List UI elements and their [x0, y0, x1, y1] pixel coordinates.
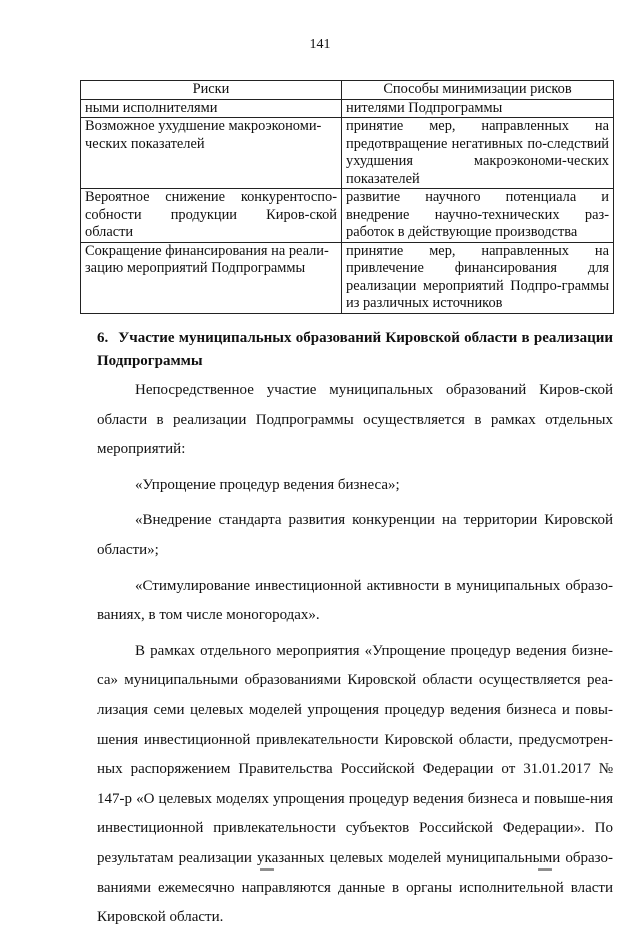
- paragraph: Непосредственное участие муниципальных образований Киров-ской области в реализации Подпрограммы осуществляется в рамках отдельных мероприятий:: [97, 382, 613, 458]
- page-number: 141: [309, 37, 331, 52]
- section-number: 6.: [97, 330, 109, 346]
- paragraph: В рамках отдельного мероприятия «Упрощение процедур ведения бизне-са» муниципальными образованиями Кировской области осуществляется реа-лизация семи целевых моделей упрощения процедур ведения бизнеса и повы-шения инвестиционной привлекательности Кировской области, предусмотрен-ных распоряжением Правительства Российской Федерации от 31.01.2017 № 147-р «О целевых моделях упрощения процедур ведения бизнеса и повыше-ния инвестиционной привлекательности субъектов Российской Федерации». По результатам реализации указанных целевых моделей муниципальными образо-ваниями ежемесячно направляются данные в органы исполнительной власти Кировской области.: [97, 642, 613, 926]
- table-row: [81, 242, 614, 313]
- table-header-row: [81, 81, 614, 100]
- paragraph: «Упрощение процедур ведения бизнеса»;: [135, 476, 400, 493]
- scan-mark: [260, 868, 274, 871]
- table-row: [81, 189, 614, 243]
- risk-cell: Возможное ухудшение макроэкономи-ческих показателей: [81, 118, 342, 189]
- risk-cell: ными исполнителями: [81, 99, 342, 118]
- risk-cell: Сокращение финансирования на реали-зацию мероприятий Подпрограммы: [81, 242, 342, 313]
- mitigation-cell: принятие мер, направленных на привлечение финансирования для реализации мероприятий Подпро-граммы из различных источников: [342, 242, 614, 313]
- risks-table: [80, 80, 614, 314]
- table-row: [81, 118, 614, 189]
- paragraph: «Стимулирование инвестиционной активности в муниципальных образо-ваниях, в том числе моногородах».: [97, 577, 613, 624]
- mitigation-cell: развитие научного потенциала и внедрение научно-технических раз-работок в действующие производства: [342, 189, 614, 243]
- paragraph: «Внедрение стандарта развития конкуренции на территории Кировской области»;: [97, 512, 613, 558]
- scan-mark: [538, 868, 552, 871]
- mitigation-cell: нителями Подпрограммы: [342, 99, 614, 118]
- table-row: [81, 99, 614, 118]
- column-header-mitigation: Способы минимизации рисков: [342, 81, 614, 100]
- body-text: [97, 376, 613, 939]
- risk-cell: Вероятное снижение конкурентоспо-собности продукции Киров-ской области: [81, 189, 342, 243]
- section-heading: [97, 327, 613, 373]
- mitigation-cell: принятие мер, направленных на предотвращение негативных по-следствий ухудшения макроэкономи-ческих показателей: [342, 118, 614, 189]
- section-title: Участие муниципальных образований Кировской области в реализации Подпрограммы: [97, 330, 613, 369]
- column-header-risks: Риски: [81, 81, 342, 100]
